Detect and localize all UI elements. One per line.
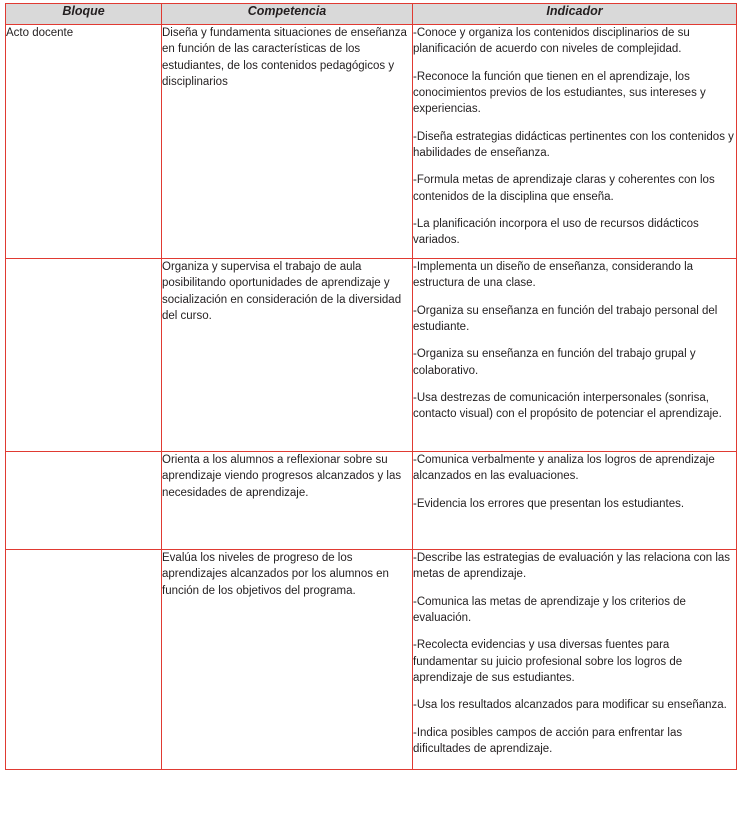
cell-indicador: [413, 25, 737, 259]
indicador-item: -Recolecta evidencias y usa diversas fuentes para fundamentar su juicio profesional sobre los logros de aprendizaje de sus estudiantes.: [413, 639, 683, 684]
cell-bloque: [6, 452, 162, 550]
table-row: [6, 550, 737, 770]
cell-competencia: [162, 550, 413, 770]
indicador-item: -Usa destrezas de comunicación interpersonales (sonrisa, contacto visual) con el propósito de potenciar el aprendizaje.: [413, 391, 722, 421]
cell-competencia: [162, 452, 413, 550]
indicador-item: -Comunica verbalmente y analiza los logros de aprendizaje alcanzados en las evaluaciones.: [413, 454, 715, 483]
indicador-item: -Usa los resultados alcanzados para modificar su enseñanza.: [413, 699, 727, 712]
table-row: [6, 259, 737, 452]
column-header-indicador: Indicador: [413, 4, 737, 25]
indicador-item: -Organiza su enseñanza en función del trabajo personal del estudiante.: [413, 304, 718, 333]
cell-competencia: [162, 259, 413, 452]
indicador-item: -Diseña estrategias didácticas pertinentes con los contenidos y habilidades de enseñanza.: [413, 130, 734, 159]
table-body: [6, 25, 737, 770]
competency-table: [5, 3, 737, 770]
cell-bloque: [6, 550, 162, 770]
cell-bloque: [6, 259, 162, 452]
cell-indicador: [413, 259, 737, 452]
competencia-text: Diseña y fundamenta situaciones de enseñanza en función de las características de los estudiantes, de los contenidos pedagógicos y disciplinarios: [162, 27, 407, 88]
indicador-item: -Describe las estrategias de evaluación y las relaciona con las metas de aprendizaje.: [413, 552, 731, 581]
competencia-text: Evalúa los niveles de progreso de los aprendizajes alcanzados por los alumnos en función de los objetivos del programa.: [162, 552, 389, 597]
table-header-row: [6, 4, 737, 25]
cell-bloque: [6, 25, 162, 259]
indicador-item: -Implementa un diseño de enseñanza, considerando la estructura de una clase.: [413, 261, 694, 290]
column-header-competencia: Competencia: [162, 4, 413, 25]
indicador-item: -Comunica las metas de aprendizaje y los criterios de evaluación.: [413, 595, 686, 624]
competencia-text: Orienta a los alumnos a reflexionar sobre su aprendizaje viendo progresos alcanzados y las necesidades de aprendizaje.: [162, 454, 402, 499]
indicador-item: -Formula metas de aprendizaje claras y coherentes con los contenidos de la disciplina que enseña.: [413, 174, 715, 203]
bloque-text: Acto docente: [6, 27, 74, 39]
indicador-item: -Evidencia los errores que presentan los estudiantes.: [413, 497, 685, 510]
competencia-text: Organiza y supervisa el trabajo de aula posibilitando oportunidades de aprendizaje y socialización en consideración de la diversidad del curso.: [162, 261, 402, 322]
indicador-item: -Conoce y organiza los contenidos disciplinarios de su planificación de acuerdo con niveles de complejidad.: [413, 27, 690, 56]
table-row: [6, 452, 737, 550]
column-header-bloque: Bloque: [6, 4, 162, 25]
cell-indicador: [413, 550, 737, 770]
cell-indicador: [413, 452, 737, 550]
table-header: [6, 4, 737, 25]
indicador-item: -Reconoce la función que tienen en el aprendizaje, los conocimientos previos de los estudiantes, sus intereses y experiencias.: [413, 70, 706, 116]
table-row: [6, 25, 737, 259]
indicador-item: -Indica posibles campos de acción para enfrentar las dificultades de aprendizaje.: [413, 726, 683, 755]
indicador-item: -La planificación incorpora el uso de recursos didácticos variados.: [413, 217, 699, 247]
cell-competencia: [162, 25, 413, 259]
indicador-item: -Organiza su enseñanza en función del trabajo grupal y colaborativo.: [413, 348, 696, 377]
